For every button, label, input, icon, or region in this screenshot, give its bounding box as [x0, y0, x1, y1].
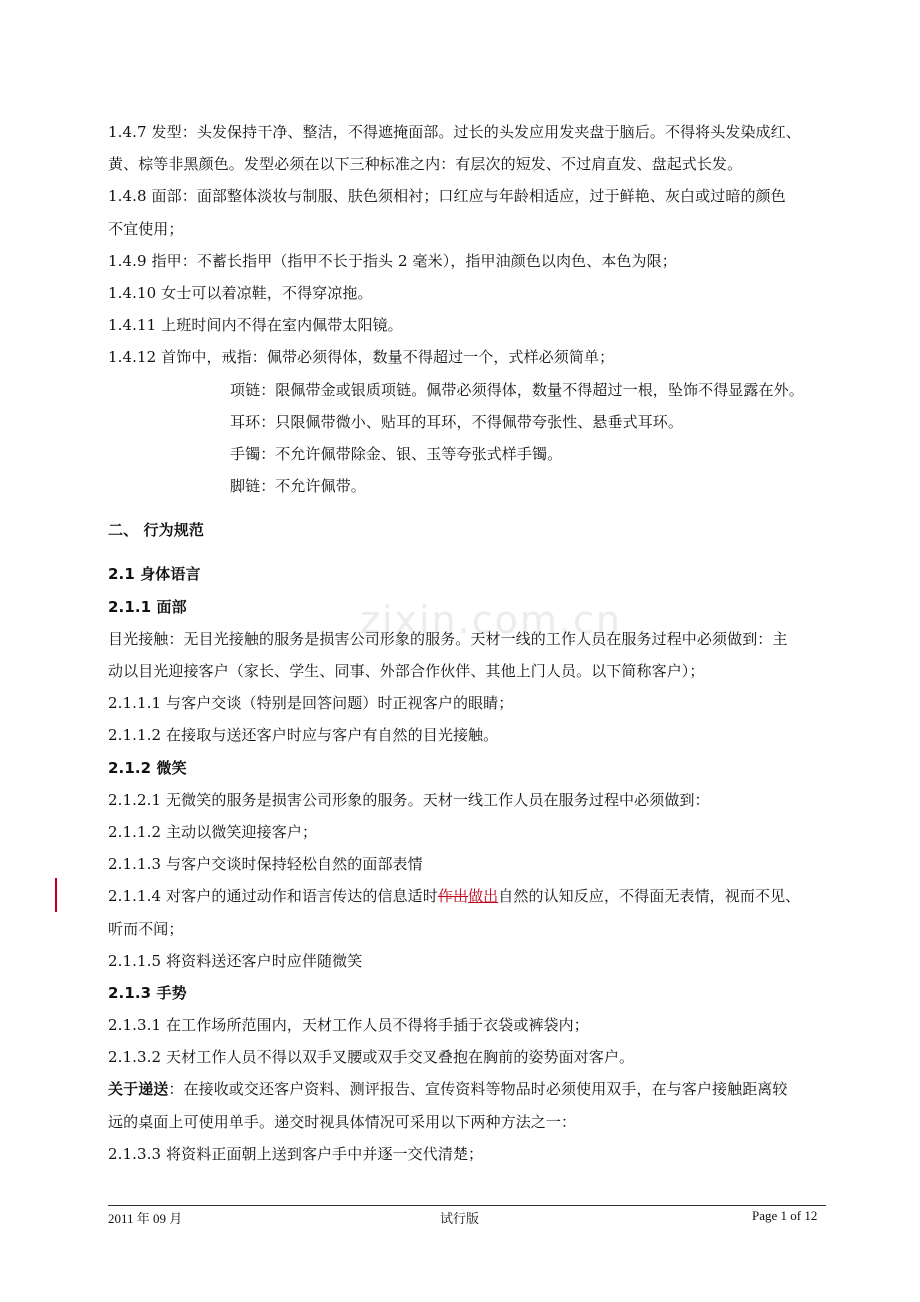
para-1-4-11: 1.4.11 上班时间内不得在室内佩带太阳镜。	[108, 316, 403, 335]
footer-rule	[108, 1205, 826, 1206]
tracked-insertion: 做出	[468, 887, 499, 906]
para-2-1-1-1: 2.1.1.1 与客户交谈（特别是回答问题）时正视客户的眼睛；	[108, 694, 514, 713]
para-text: 2.1.1.4 对客户的通过动作和语言传达的信息适时	[108, 887, 438, 906]
para-eye-contact: 目光接触：无目光接触的服务是损害公司形象的服务。天材一线的工作人员在服务过程中必须做到：主	[108, 629, 788, 648]
section-heading-2: 二、 行为规范	[108, 521, 204, 540]
para-2-1-3-1: 2.1.3.1 在工作场所范围内，天材工作人员不得将手插于衣袋或裤袋内；	[108, 1016, 589, 1035]
footer-date: 2011 年 09 月	[108, 1211, 183, 1226]
para-smile-2-1-1-5: 2.1.1.5 将资料送还客户时应伴随微笑	[108, 951, 363, 970]
para-1-4-8: 1.4.8 面部：面部整体淡妆与制服、肤色须相衬；口红应与年龄相适应，过于鲜艳、灰白或过暗的颜色	[108, 187, 786, 206]
para-text: 自然的认知反应，不得面无表情，视而不见、	[498, 887, 801, 906]
para-smile-2-1-1-4-cont: 听而不闻；	[108, 919, 184, 938]
document-body	[108, 116, 838, 1170]
passing-label: 关于递送	[108, 1080, 169, 1099]
para-2-1-1-2: 2.1.1.2 在接取与送还客户时应与客户有自然的目光接触。	[108, 726, 499, 745]
revision-change-bar	[55, 878, 57, 912]
para-1-4-7: 1.4.7 发型：头发保持干净、整洁，不得遮掩面部。过长的头发应用发夹盘于脑后。不得将头发染成红、	[108, 123, 801, 141]
para-1-4-12: 1.4.12 首饰中，戒指：佩带必须得体，数量不得超过一个，式样必须简单；	[108, 348, 615, 367]
heading-2-1-3: 2.1.3 手势	[108, 983, 187, 1002]
para-passing	[108, 1073, 838, 1105]
jewelry-earring: 耳环：只限佩带微小、贴耳的耳环，不得佩带夸张性、悬垂式耳环。	[230, 412, 684, 431]
para-eye-contact-cont: 动以目光迎接客户（家长、学生、同事、外部合作伙伴、其他上门人员。以下简称客户）；	[108, 662, 705, 680]
footer-version: 试行版	[440, 1211, 480, 1226]
heading-2-1: 2.1 身体语言	[108, 565, 201, 584]
footer-page-number: Page 1 of 12	[752, 1208, 818, 1223]
jewelry-bracelet: 手镯：不允许佩带除金、银、玉等夸张式样手镯。	[230, 444, 563, 463]
para-1-4-9: 1.4.9 指甲：不蓄长指甲（指甲不长于指头 2 毫米），指甲油颜色以肉色、本色为限；	[108, 251, 677, 270]
para-2-1-2-1: 2.1.2.1 无微笑的服务是损害公司形象的服务。天材一线工作人员在服务过程中必须做到：	[108, 790, 710, 809]
jewelry-anklet: 脚链：不允许佩带。	[230, 477, 366, 496]
spacer	[108, 502, 838, 514]
para-2-1-3-2: 2.1.3.2 天材工作人员不得以双手叉腰或双手交叉叠抱在胸前的姿势面对客户。	[108, 1048, 635, 1067]
para-1-4-10: 1.4.10 女士可以着凉鞋，不得穿凉拖。	[108, 283, 373, 302]
spacer	[108, 546, 838, 558]
para-smile-2-1-1-4	[108, 880, 838, 912]
para-1-4-7-cont: 黄、棕等非黑颜色。发型必须在以下三种标准之内：有层次的短发、不过肩直发、盘起式长发。	[108, 155, 743, 174]
tracked-deletion: 作出	[437, 887, 469, 906]
para-1-4-8-cont: 不宜使用；	[108, 219, 184, 238]
heading-2-1-2: 2.1.2 微笑	[108, 758, 187, 777]
para-smile-2-1-1-3: 2.1.1.3 与客户交谈时保持轻松自然的面部表情	[108, 855, 423, 874]
jewelry-necklace: 项链：限佩带金或银质项链。佩带必须得体，数量不得超过一根，坠饰不得显露在外。	[230, 380, 804, 399]
para-passing-cont: 远的桌面上可使用单手。递交时视具体情况可采用以下两种方法之一：	[108, 1112, 577, 1131]
para-2-1-3-3: 2.1.3.3 将资料正面朝上送到客户手中并逐一交代清楚；	[108, 1144, 484, 1163]
para-smile-2-1-1-2: 2.1.1.2 主动以微笑迎接客户；	[108, 822, 318, 841]
heading-2-1-1: 2.1.1 面部	[108, 597, 187, 616]
para-text: ：在接收或交还客户资料、测评报告、宣传资料等物品时必须使用双手，在与客户接触距离较	[168, 1080, 788, 1099]
watermark: zixin.com.cn	[360, 598, 622, 642]
